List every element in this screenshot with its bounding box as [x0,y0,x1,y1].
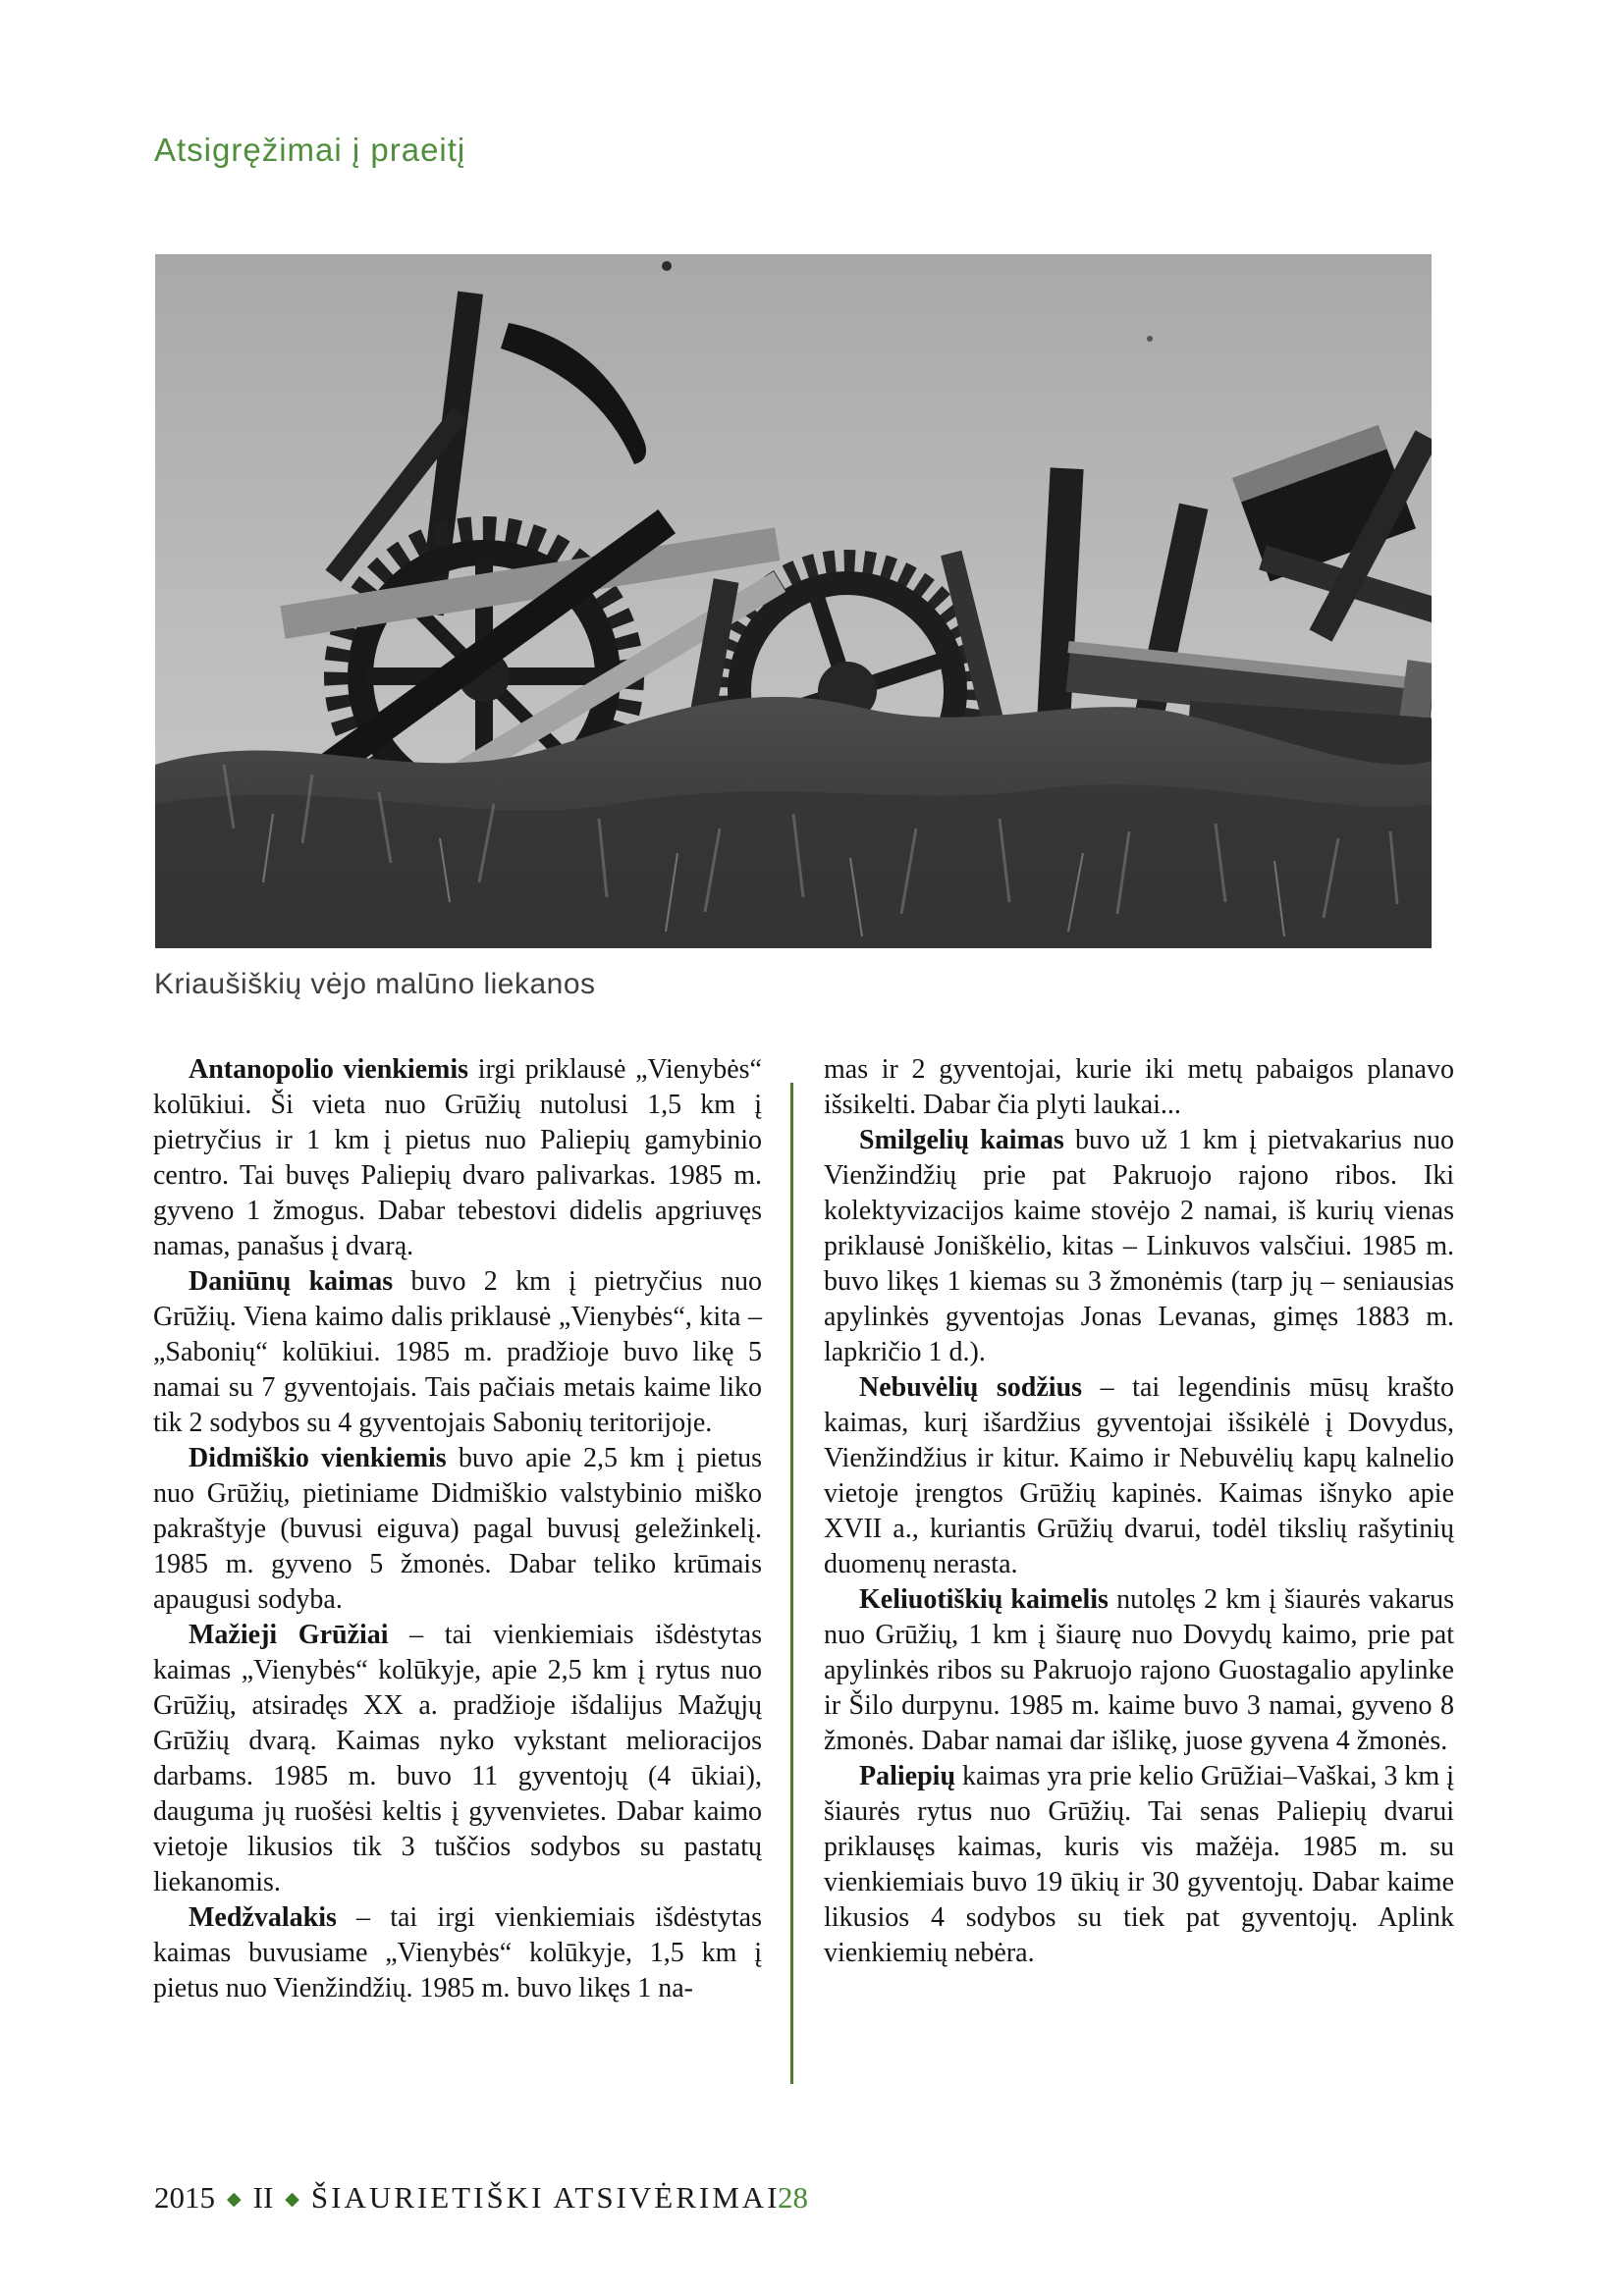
footer-journal-title: ŠIAURIETIŠKI ATSIVĖRIMAI [310,2180,781,2215]
diamond-separator-icon: ◆ [285,2189,299,2210]
column-divider-line [790,1083,793,2084]
village-name: Didmiškio vienkiemis [189,1443,447,1473]
article-paragraph: Smilgelių kaimas buvo už 1 km į pietvakarius nuo Vienžindžių prie pat Pakruojo rajono ribos. Iki kolektyvizacijos kaime stovėjo 2 namai, iš kurių vienas priklausė Joniškėlio, kitas – Linkuvos valsčiui. 1985 m. buvo likęs 1 kiemas su 3 žmonėmis (tarp jų – seniausias apylinkės gyventojas Jonas Levanas, gimęs 1883 m. lapkričio 1 d.). [824,1125,1455,1367]
windmill-remains-illustration [155,254,1432,948]
page-number: 28 [778,2180,808,2215]
village-name: Smilgelių kaimas [859,1125,1064,1155]
article-paragraph: Antanopolio vienkiemis irgi priklausė „Vienybės“ kolūkiui. Ši vieta nuo Grūžių nutolusi 1,5 km į pietryčius ir 1 km į pietus nuo Paliepių gamybinio centro. Tai buvęs Paliepių dvaro palivarkas. 1985 m. gyveno 1 žmogus. Dabar tebestovi didelis apgriuvęs namas, panašus į dvarą. [153,1054,762,1261]
footer-issue: II [252,2180,274,2215]
village-name: Medžvalakis [189,1902,337,1933]
article-paragraph: Paliepių kaimas yra prie kelio Grūžiai–Vaškai, 3 km į šiaurės rytus nuo Grūžių. Tai senas Paliepių dvarui priklausęs kaimas, kuris vis mažėja. 1985 m. su vienkiemiais buvo 19 ūkių ir 30 gyventojų. Dabar kaime likusios 4 sodybos su tiek pat gyventojų. Aplink vienkiemių nebėra. [824,1761,1454,1968]
article-column-left [153,1052,762,2006]
article-paragraph: Mažieji Grūžiai – tai vienkiemiais išdėstytas kaimas „Vienybės“ kolūkyje, apie 2,5 km į rytus nuo Grūžių, atsiradęs XX a. pradžioje išdalijus Mažųjų Grūžių dvarą. Kaimas nyko vykstant melioracijos darbams. 1985 m. buvo 11 gyventojų (4 ūkiai), dauguma jų ruošėsi keltis į gyvenvietes. Dabar kaimo vietoje likusios tik 3 tuščios sodybos su pastatų liekanomis. [153,1620,762,1897]
article-paragraph: mas ir 2 gyventojai, kurie iki metų pabaigos planavo išsikelti. Dabar čia plyti laukai... [824,1054,1454,1120]
photo-caption: Kriaušiškių vėjo malūno liekanos [154,968,596,1000]
section-header: Atsigręžimai į praeitį [154,132,466,168]
village-name: Nebuvėlių sodžius [859,1372,1083,1403]
footer-year: 2015 [154,2180,215,2215]
footer [154,2180,1470,2216]
article-column-right [824,1052,1454,2006]
village-name: Antanopolio vienkiemis [189,1054,469,1085]
article-paragraph: Didmiškio vienkiemis buvo apie 2,5 km į pietus nuo Grūžių, pietiniame Didmiškio valstybinio miško pakraštyje (buvusi eiguva) pagal buvusį geležinkelį. 1985 m. gyveno 5 žmonės. Dabar teliko krūmais apaugusi sodyba. [153,1443,763,1615]
village-name: Keliuotiškių kaimelis [859,1584,1109,1615]
article-paragraph: Nebuvėlių sodžius – tai legendinis mūsų krašto kaimas, kurį išardžius gyventojai išsikėlė į Dovydus, Vienžindžius ir kitur. Kaimo ir Nebuvėlių kapų kalnelio vietoje įrengtos Grūžių kapinės. Kaimas išnyko apie XVII a., kuriantis Grūžių dvarui, todėl tikslių rašytinių duomenų nerasta. [824,1372,1455,1579]
village-name: Paliepių [859,1761,956,1791]
windmill-remains-photo [155,254,1432,948]
diamond-separator-icon: ◆ [227,2189,242,2210]
article-paragraph: Medžvalakis – tai irgi vienkiemiais išdėstytas kaimas buvusiame „Vienybės“ kolūkyje, 1,5 km į pietus nuo Vienžindžių. 1985 m. buvo likęs 1 na- [153,1902,762,2003]
article-paragraph: Keliuotiškių kaimelis nutolęs 2 km į šiaurės vakarus nuo Grūžių, 1 km į šiaurę nuo Dovydų kaimo, prie pat apylinkės ribos su Pakruojo rajono Guostagalio apylinke ir Šilo durpynu. 1985 m. kaime buvo 3 namai, gyveno 8 žmonės. Dabar namai dar išlikę, juose gyvena 4 žmonės. [824,1584,1454,1756]
village-name: Mažieji Grūžiai [189,1620,389,1650]
article-paragraph: Daniūnų kaimas buvo 2 km į pietryčius nuo Grūžių. Viena kaimo dalis priklausė „Vienybės“, kita – „Sabonių“ kolūkiui. 1985 m. pradžioje buvo likę 5 namai su 7 gyventojais. Tais pačiais metais kaime liko tik 2 sodybos su 4 gyventojais Sabonių teritorijoje. [153,1266,762,1438]
article-text [153,1052,1454,2006]
village-name: Daniūnų kaimas [189,1266,394,1297]
